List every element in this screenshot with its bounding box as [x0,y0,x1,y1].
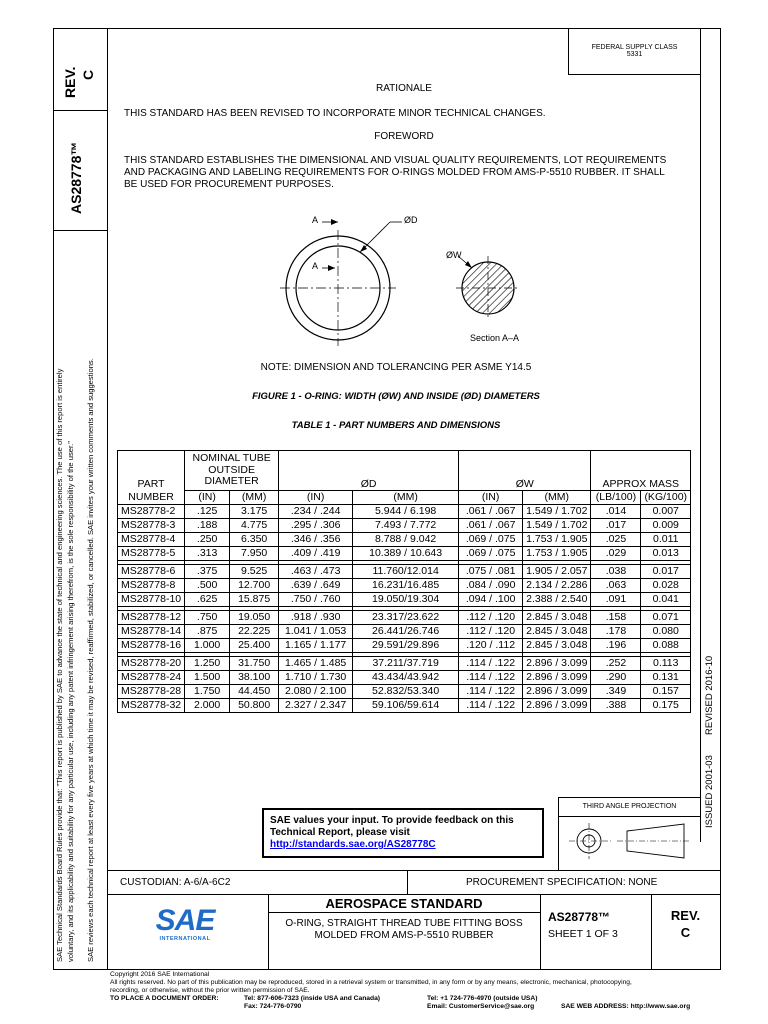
procurement-text: PROCUREMENT SPECIFICATION: NONE [466,877,658,888]
table-cell: .063 [591,578,641,592]
table-row [118,610,691,624]
table-cell: .061 / .067 [459,518,523,532]
table-cell: 19.050 [230,610,279,624]
o-ring-figure [260,210,540,350]
feedback-link[interactable]: http://standards.sae.org/AS28778C [270,839,436,850]
table-cell: .112 / .120 [459,624,523,638]
table-cell: 2.896 / 3.099 [523,670,591,684]
table-cell: .114 / .122 [459,656,523,670]
table-cell: 2.000 [185,698,230,712]
doc-divider [540,894,541,969]
table-cell: MS28778-10 [118,592,185,606]
table-cell: 0.157 [641,684,691,698]
table-cell: 1.041 / 1.053 [279,624,353,638]
table-cell: MS28778-16 [118,638,185,652]
table-cell: 50.800 [230,698,279,712]
table-cell: .463 / .473 [279,564,353,578]
table-cell: .125 [185,504,230,518]
table-cell: 11.760/12.014 [353,564,459,578]
figure-note: NOTE: DIMENSION AND TOLERANCING PER ASME Y14.5 [260,362,532,373]
left-border [53,28,54,970]
header-od: ØD [279,451,459,491]
table-cell: .075 / .081 [459,564,523,578]
title-line1: O-RING, STRAIGHT THREAD TUBE FITTING BOSS [285,918,523,929]
table-cell: 29.591/29.896 [353,638,459,652]
figure-label-a-top: A [312,215,319,225]
sae-logo-text: SAE [155,904,215,937]
table-cell: .091 [591,592,641,606]
table-cell: 38.100 [230,670,279,684]
title-bottom-line [53,969,720,970]
strip-rev-label: REV. [62,66,78,98]
table-cell: 1.500 [185,670,230,684]
table-cell: MS28778-12 [118,610,185,624]
table-row [118,546,691,560]
table-cell: .234 / .244 [279,504,353,518]
header-number: NUMBER [118,490,185,504]
table-cell: 10.389 / 10.643 [353,546,459,560]
header-ow-mm: (MM) [523,490,591,504]
header-ow-in: (IN) [459,490,523,504]
table-row [118,518,691,532]
table-header-row-2 [118,490,691,504]
footer-email[interactable]: Email: CustomerService@sae.org [427,1003,535,1010]
table-cell: 0.013 [641,546,691,560]
header-nominal-line1: NOMINAL TUBE [192,452,271,464]
aerospace-standard: AEROSPACE STANDARD [325,896,483,911]
header-od-in: (IN) [279,490,353,504]
left-inner-border [107,28,108,970]
table-cell: 0.080 [641,624,691,638]
table-cell: .014 [591,504,641,518]
table-cell: 12.700 [230,578,279,592]
header-part: PART [118,451,185,491]
table-row [118,578,691,592]
table-row [118,670,691,684]
table-cell: 0.131 [641,670,691,684]
table-caption: TABLE 1 - PART NUMBERS AND DIMENSIONS [291,420,501,431]
header-nominal-mm: (MM) [230,490,279,504]
table-cell: MS28778-32 [118,698,185,712]
table-cell: .029 [591,546,641,560]
figure-label-od: ØD [404,215,418,225]
custodian-text: CUSTODIAN: A-6/A-6C2 [120,877,231,888]
table-header-row-1 [118,451,691,491]
strip-notice-line2: voluntary, and its applicability and suitability for any particular use, including any patent infringement arising therefrom, is the sole responsibility of the user." [66,441,75,962]
table-cell: .094 / .100 [459,592,523,606]
table-cell: .295 / .306 [279,518,353,532]
table-cell: 52.832/53.340 [353,684,459,698]
title-rev-label: REV. [670,908,701,923]
table-cell: .188 [185,518,230,532]
header-nominal-in: (IN) [185,490,230,504]
title-top-line [107,870,720,871]
table-cell: MS28778-20 [118,656,185,670]
footer-fax: Fax: 724-776-0790 [244,1003,302,1010]
table-cell: .069 / .075 [459,546,523,560]
issued-date: ISSUED 2001-03 [704,755,715,828]
table-cell: .639 / .649 [279,578,353,592]
custodian-divider [407,870,408,894]
foreword-line2: AND PACKAGING AND LABELING REQUIREMENTS FOR O-RINGS MOLDED FROM AMS-P-5510 RUBBER. IT SHALL [124,167,665,178]
table-cell: 0.007 [641,504,691,518]
table-cell: 0.071 [641,610,691,624]
table-cell: 1.710 / 1.730 [279,670,353,684]
table-cell: 2.896 / 3.099 [523,698,591,712]
table-cell: .500 [185,578,230,592]
right-inner-border [700,28,701,842]
table-cell: 1.000 [185,638,230,652]
sae-logo [140,906,230,942]
table-cell: 0.028 [641,578,691,592]
table-cell: 1.165 / 1.177 [279,638,353,652]
table-cell: .252 [591,656,641,670]
title-line2: MOLDED FROM AMS-P-5510 RUBBER [314,930,494,941]
header-od-mm: (MM) [353,490,459,504]
table-cell: .061 / .067 [459,504,523,518]
table-cell: 26.441/26.746 [353,624,459,638]
table-cell: .114 / .122 [459,698,523,712]
table-cell: 1.549 / 1.702 [523,504,591,518]
footer [110,971,730,1011]
footer-rights-2: recording, or otherwise, without the prior written permission of SAE. [110,987,310,994]
table-cell: .349 [591,684,641,698]
table-cell: 3.175 [230,504,279,518]
table-cell: 2.845 / 3.048 [523,624,591,638]
table-cell: 1.750 [185,684,230,698]
table-cell: .084 / .090 [459,578,523,592]
table-cell: .025 [591,532,641,546]
table-cell: 2.327 / 2.347 [279,698,353,712]
table-cell: 2.896 / 3.099 [523,656,591,670]
revised-date: REVISED 2016-10 [704,655,715,735]
strip-doc-number: AS28778™ [68,141,84,214]
table-cell: .290 [591,670,641,684]
table-cell: .750 [185,610,230,624]
table-cell: .388 [591,698,641,712]
projection-symbol [559,817,699,867]
table-cell: 2.134 / 2.286 [523,578,591,592]
table-cell: MS28778-8 [118,578,185,592]
table-cell: 59.106/59.614 [353,698,459,712]
table-row [118,564,691,578]
table-cell: 25.400 [230,638,279,652]
projection-label: THIRD ANGLE PROJECTION [582,803,677,810]
right-border [720,28,721,970]
table-cell: 2.845 / 3.048 [523,610,591,624]
table-cell: 0.088 [641,638,691,652]
table-cell: 1.753 / 1.905 [523,546,591,560]
table-cell: 0.175 [641,698,691,712]
footer-order-block [110,995,730,1011]
table-cell: .250 [185,532,230,546]
table-cell: 2.080 / 2.100 [279,684,353,698]
table-cell: 1.549 / 1.702 [523,518,591,532]
projection-box [558,797,700,870]
table-row [118,624,691,638]
table-cell: 1.250 [185,656,230,670]
title-sheet: SHEET 1 OF 3 [548,928,618,940]
table-cell: MS28778-3 [118,518,185,532]
table-cell: 37.211/37.719 [353,656,459,670]
table-cell: 2.845 / 3.048 [523,638,591,652]
header-nominal-line3: DIAMETER [204,475,259,487]
title-doc-number: AS28778™ [548,910,611,924]
table-cell: .918 / .930 [279,610,353,624]
table-cell: .625 [185,592,230,606]
table-cell: .017 [591,518,641,532]
table-cell: 2.896 / 3.099 [523,684,591,698]
strip-divider-1 [53,110,107,111]
table-row [118,656,691,670]
table-cell: 0.041 [641,592,691,606]
strip-notice-line1: SAE Technical Standards Board Rules provide that: "This report is published by SAE to advance the state of technical and engineering sciences. The use of this report is entirely [55,368,64,962]
table-cell: 19.050/19.304 [353,592,459,606]
table-cell: .875 [185,624,230,638]
table-cell: 0.113 [641,656,691,670]
header-lb: (LB/100) [591,490,641,504]
table-cell: .038 [591,564,641,578]
table-cell: MS28778-14 [118,624,185,638]
table-cell: .346 / .356 [279,532,353,546]
table-cell: 6.350 [230,532,279,546]
table-cell: 22.225 [230,624,279,638]
table-cell: 2.388 / 2.540 [523,592,591,606]
table-cell: .158 [591,610,641,624]
sae-logo-subtext: INTERNATIONAL [159,936,211,942]
table-cell: 43.434/43.942 [353,670,459,684]
figure-section-label: Section A–A [470,333,520,343]
table-cell: .750 / .760 [279,592,353,606]
table-cell: 7.950 [230,546,279,560]
federal-supply-box [568,28,700,75]
table-cell: 1.753 / 1.905 [523,532,591,546]
title-mid-line [107,894,720,895]
table-cell: .114 / .122 [459,670,523,684]
table-row [118,504,691,518]
table-cell: .196 [591,638,641,652]
table-cell: 44.450 [230,684,279,698]
header-ow: ØW [459,451,591,491]
table-cell: 1.465 / 1.485 [279,656,353,670]
header-nominal [185,451,279,491]
rationale-heading: RATIONALE [376,83,432,94]
table-cell: 1.905 / 2.057 [523,564,591,578]
figure-caption: FIGURE 1 - O-RING: WIDTH (ØW) AND INSIDE (ØD) DIAMETERS [252,391,540,402]
table-cell: .069 / .075 [459,532,523,546]
table-cell: 9.525 [230,564,279,578]
figure-label-a-mid: A [312,261,319,271]
feedback-line2: Technical Report, please visit [270,827,410,838]
table-cell: 0.009 [641,518,691,532]
parts-table [117,450,691,713]
table-cell: MS28778-24 [118,670,185,684]
table-cell: .313 [185,546,230,560]
table-cell: MS28778-6 [118,564,185,578]
strip-rev-value: C [80,69,96,80]
title-rev-value: C [680,925,691,940]
feedback-line1: SAE values your input. To provide feedback on this [270,815,514,826]
table-cell: MS28778-2 [118,504,185,518]
header-nominal-line2: OUTSIDE [208,463,255,476]
table-row [118,532,691,546]
foreword-line1: THIS STANDARD ESTABLISHES THE DIMENSIONAL AND VISUAL QUALITY REQUIREMENTS, LOT REQUIREMENTS [124,155,667,166]
table-cell: 8.788 / 9.042 [353,532,459,546]
table-cell: .112 / .120 [459,610,523,624]
table-row [118,592,691,606]
table-cell: .409 / .419 [279,546,353,560]
header-kg: (KG/100) [641,490,691,504]
header-mass: APPROX MASS [591,451,691,491]
foreword-heading: FOREWORD [374,131,434,142]
foreword-line3: BE USED FOR PROCUREMENT PURPOSES. [124,179,334,190]
figure-label-ow: ØW [446,250,462,260]
table-row [118,698,691,712]
table-cell: 16.231/16.485 [353,578,459,592]
table-cell: 7.493 / 7.772 [353,518,459,532]
table-cell: 23.317/23.622 [353,610,459,624]
federal-supply-label: FEDERAL SUPPLY CLASS [591,44,678,51]
table-cell: 4.775 [230,518,279,532]
feedback-box [262,808,544,858]
table-row [118,684,691,698]
strip-notice-line3: SAE reviews each technical report at least every five years at which time it may be revised, reaffirmed, stabilized, or cancelled. SAE invites your written comments and suggestions. [86,358,95,962]
table-cell: .114 / .122 [459,684,523,698]
footer-tel-us: Tel: 877-606-7323 (inside USA and Canada) [244,995,381,1002]
table-body [118,504,691,712]
table-cell: .375 [185,564,230,578]
table-row [118,638,691,652]
federal-supply-value: 5331 [626,51,643,58]
table-cell: 0.017 [641,564,691,578]
footer-copyright: Copyright 2016 SAE International [110,971,210,978]
footer-tel-out: Tel: +1 724-776-4970 (outside USA) [427,995,538,1002]
table-cell: 15.875 [230,592,279,606]
rationale-text: THIS STANDARD HAS BEEN REVISED TO INCORPORATE MINOR TECHNICAL CHANGES. [124,108,546,119]
table-cell: .120 / .112 [459,638,523,652]
table-cell: .178 [591,624,641,638]
footer-rights-1: All rights reserved. No part of this publication may be reproduced, stored in a retrieval system or transmitted, in any form or by any means, electronic, mechanical, photocopying, [110,979,632,986]
table-cell: MS28778-5 [118,546,185,560]
strip-divider-2 [53,230,107,231]
aerospace-underline [268,912,540,913]
footer-web[interactable]: SAE WEB ADDRESS: http://www.sae.org [561,1003,691,1010]
table-cell: 0.011 [641,532,691,546]
footer-order-label: TO PLACE A DOCUMENT ORDER: [110,995,219,1002]
table-cell: MS28778-28 [118,684,185,698]
table-cell: 31.750 [230,656,279,670]
table-cell: MS28778-4 [118,532,185,546]
table-cell: 5.944 / 6.198 [353,504,459,518]
